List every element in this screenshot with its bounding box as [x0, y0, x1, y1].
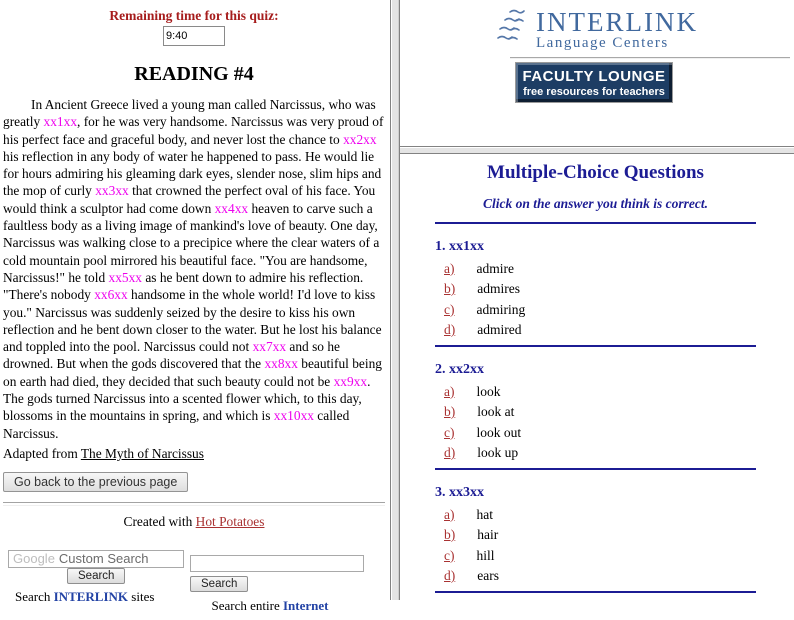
answer-option-link[interactable]: d)	[444, 568, 456, 583]
faculty-lounge-title: FACULTY LOUNGE	[522, 68, 666, 85]
question-number: 3. xx3xx	[435, 485, 484, 500]
interlink-logo-subtitle: Language Centers	[536, 35, 669, 51]
myth-of-narcissus-link[interactable]: The Myth of Narcissus	[80, 445, 204, 461]
answer-option-row	[435, 528, 756, 542]
passage-blank: xx10xx	[273, 408, 314, 424]
question-divider	[435, 222, 756, 224]
answer-option-link[interactable]: b)	[444, 404, 456, 419]
interlink-waves-icon	[496, 9, 532, 47]
answer-option-link[interactable]: c)	[444, 424, 455, 440]
internet-brand-text: Internet	[282, 597, 329, 613]
answer-option-link[interactable]: c)	[444, 301, 455, 317]
answer-option-link[interactable]: a)	[444, 260, 455, 276]
passage-blank: xx7xx	[252, 339, 287, 355]
answer-option-link[interactable]: b)	[444, 281, 456, 296]
search-interlink-label	[15, 589, 154, 605]
search-sites-button[interactable]: Search	[67, 568, 125, 584]
question-number: 2. xx2xx	[435, 362, 484, 377]
answer-option-text: look at	[477, 404, 515, 419]
page-title: READING #4	[134, 63, 254, 85]
search-internet-label	[190, 598, 350, 614]
reading-frame	[0, 0, 390, 613]
created-with-text: Created with	[123, 513, 196, 529]
answer-option-link[interactable]: a)	[444, 506, 455, 522]
search-area	[3, 550, 385, 620]
google-logo-watermark: Google	[13, 550, 55, 566]
answer-option-text: hat	[476, 506, 493, 522]
passage-blank: xx6xx	[94, 287, 128, 303]
internet-search-input[interactable]	[190, 555, 364, 572]
answer-option-row	[435, 262, 756, 276]
frame-divider-vertical[interactable]	[390, 0, 400, 600]
passage-blank: xx5xx	[108, 269, 142, 285]
question-divider	[435, 591, 756, 593]
left-divider	[3, 502, 385, 506]
search-interlink-suffix: sites	[128, 588, 155, 604]
adapted-from-line	[3, 446, 385, 462]
search-interlink-prefix: Search	[15, 588, 54, 604]
questions-instructions: Click on the answer you think is correct.	[482, 196, 709, 211]
back-button[interactable]: Go back to the previous page	[3, 472, 188, 492]
timer-label: Remaining time for this quiz:	[109, 8, 279, 23]
answer-option-row	[435, 549, 756, 563]
answer-option-row	[435, 385, 756, 399]
passage-blank: xx8xx	[264, 356, 298, 372]
questions-list	[435, 222, 756, 593]
answer-option-row	[435, 569, 756, 583]
google-search-input[interactable]	[8, 550, 184, 568]
answer-option-text: admired	[477, 322, 522, 337]
faculty-lounge-banner[interactable]	[515, 62, 673, 103]
logo-underline	[510, 57, 790, 59]
answer-option-row	[435, 508, 756, 522]
frame-divider-horizontal[interactable]	[400, 146, 794, 154]
answer-option-text: admire	[476, 260, 514, 276]
answer-option-text: admiring	[476, 301, 526, 317]
passage-blank: xx1xx	[43, 114, 78, 130]
answer-option-link[interactable]: b)	[444, 527, 456, 542]
faculty-lounge-subtitle: free resources for teachers	[523, 86, 665, 98]
adapted-from-text: Adapted from	[3, 445, 81, 461]
passage-blank: xx9xx	[333, 373, 368, 389]
answer-option-text: look up	[477, 445, 519, 460]
logo-frame	[400, 0, 794, 146]
passage-blank: xx4xx	[214, 200, 249, 216]
answer-option-link[interactable]: d)	[444, 445, 456, 460]
questions-frame	[400, 154, 794, 600]
answer-option-link[interactable]: a)	[444, 383, 455, 399]
search-internet-button[interactable]: Search	[190, 576, 248, 592]
answer-option-text: ears	[477, 568, 499, 583]
answer-option-row	[435, 405, 756, 419]
passage-blank: xx2xx	[343, 131, 377, 147]
reading-passage: In Ancient Greece lived a young man called Narcissus, who was greatly xx1xx, for he was very handsome. Narcissus was very proud of his perfect face and graceful body, and never lost the chance to xx2xx his reflection in any body of water he happened to pass. He would lie for hours admiring his gleaming dark eyes, slender nose, slim hips and the mop of curly xx3xx that crowned the perfect oval of his face. You would think a sculptor had come down xx4xx heaven to carve such a faultless body as a living image of mankind's love of beauty. One day, Narcissus was walking close to a precipice where the clear waters of a cold mountain pool mirrored his beautiful face. "You are handsome, Narcissus!" he told xx5xx as he bent down to admire his reflection. "There's nobody xx6xx handsome in the whole world! I'd love to kiss you." Narcissus was suddenly seized by the desire to kiss his own reflection and he bent down closer to the water. But he lost his balance and toppled into the pool. Narcissus could not xx7xx and so he drowned. But when the gods discovered that the xx8xx beautiful being on earth had died, they decided that such beauty could not be xx9xx. The gods turned Narcissus into a scented flower which, to this day, blossoms in the mountains in spring, and which is xx10xx called Narcissus.	[3, 97, 384, 441]
interlink-logo[interactable]	[400, 9, 794, 51]
interlink-logo-text	[536, 9, 698, 51]
answer-option-row	[435, 446, 756, 460]
answer-option-text: look	[476, 383, 501, 399]
answer-option-row	[435, 426, 756, 440]
answer-option-row	[435, 303, 756, 317]
answer-option-text: look out	[476, 424, 522, 440]
answer-option-row	[435, 282, 756, 296]
answer-option-link[interactable]: d)	[444, 322, 456, 337]
hot-potatoes-link[interactable]: Hot Potatoes	[195, 513, 265, 529]
custom-search-watermark: Custom Search	[58, 550, 149, 566]
question-number: 1. xx1xx	[435, 239, 484, 254]
interlink-logo-title: INTERLINK	[536, 7, 698, 37]
interlink-brand-text: INTERLINK	[53, 588, 129, 604]
timer-input[interactable]	[163, 26, 225, 46]
answer-option-text: hair	[477, 527, 499, 542]
answer-option-row	[435, 323, 756, 337]
answer-option-text: admires	[477, 281, 520, 296]
created-with-line	[3, 514, 385, 530]
passage-blank: xx3xx	[95, 183, 129, 199]
question-divider	[435, 468, 756, 470]
questions-title: Multiple-Choice Questions	[487, 162, 704, 183]
answer-option-link[interactable]: c)	[444, 547, 455, 563]
answer-option-text: hill	[476, 547, 495, 563]
search-internet-prefix: Search entire	[211, 597, 283, 613]
question-divider	[435, 345, 756, 347]
